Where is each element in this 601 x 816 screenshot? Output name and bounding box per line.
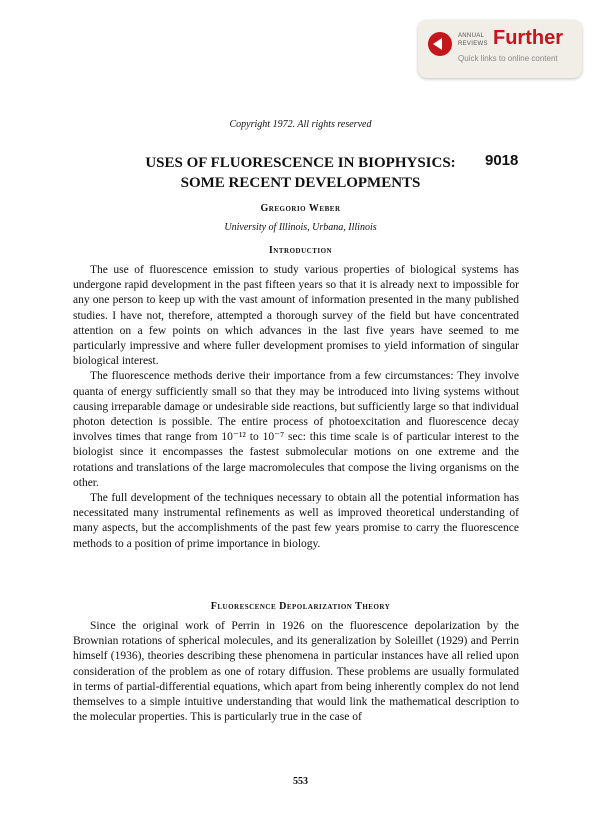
page-number: 553 bbox=[293, 776, 308, 787]
paragraph: The use of fluorescence emission to study various properties of biological systems has undergone rapid development in the past fifteen years so that it is already next to impossible for any one person to keep up with the vast amount of information presented in the many published studies. I have not, therefore, attempted a thorough survey of the field but have concentrated attention on a few points on which advances in the last five years have seemed to me particularly impressive and where fuller development promises to yield information of singular biological interest. bbox=[73, 264, 519, 368]
further-label[interactable]: Further bbox=[493, 27, 563, 49]
title-line-2: SOME RECENT DEVELOPMENTS bbox=[180, 175, 421, 191]
annual-reviews-logo-icon bbox=[428, 32, 452, 56]
paragraph: The fluorescence methods derive their importance from a few circumstances: They involve quanta of energy sufficiently small so that they may be introduced into living systems without causing irreparable damage or undesirable side reactions, but sufficiently large so that individual photon detection is possible. The entire process of photoexcitation and fluorescence decay involves times that range from 10⁻¹² to 10⁻⁷ sec: this time scale is of particular interest to the biologist since it encompasses the fastest submolecular motions on one extreme and the rotations and translations of the large macromolecules that compose the living organisms on the other. bbox=[73, 370, 519, 489]
paragraph: Since the original work of Perrin in 1926 on the fluorescence depolarization by the Brownian rotations of spherical molecules, and its generalization by Soleillet (1929) and Perrin himself (1936), theories describing these phenomena in particular instances have all relied upon consideration of the problem as one of rotary diffusion. These problems are usually formulated in terms of partial-differential equations, which apart from being inherently complex do not lend themselves to a simple intuitive understanding that would link the mathematical description to the molecular properties. This is particularly true in the case of bbox=[73, 620, 519, 724]
further-banner[interactable] bbox=[418, 20, 582, 78]
author-affiliation: University of Illinois, Urbana, Illinois bbox=[224, 222, 377, 233]
paragraph: The full development of the techniques necessary to obtain all the potential information has necessitated many instrumental refinements as well as improved theoretical understanding of many aspects, but the accomplishments of the past few years promise to carry the fluorescence methods to a position of prime importance in biology. bbox=[73, 492, 519, 550]
author-name: Gregorio Weber bbox=[260, 203, 341, 214]
title-line-1: USES OF FLUORESCENCE IN BIOPHYSICS: bbox=[145, 155, 456, 171]
depolarization-body bbox=[73, 619, 519, 725]
section-heading-introduction: Introduction bbox=[268, 245, 333, 256]
copyright-notice: Copyright 1972. All rights reserved bbox=[229, 119, 372, 130]
brand-line-2: REVIEWS bbox=[458, 41, 488, 47]
section-heading-depolarization: Fluorescence Depolarization Theory bbox=[210, 601, 391, 612]
document-number: 9018 bbox=[485, 152, 519, 169]
introduction-body bbox=[73, 263, 519, 552]
brand-line-1: ANNUAL bbox=[458, 33, 485, 39]
further-subtitle[interactable]: Quick links to online content bbox=[458, 54, 558, 63]
